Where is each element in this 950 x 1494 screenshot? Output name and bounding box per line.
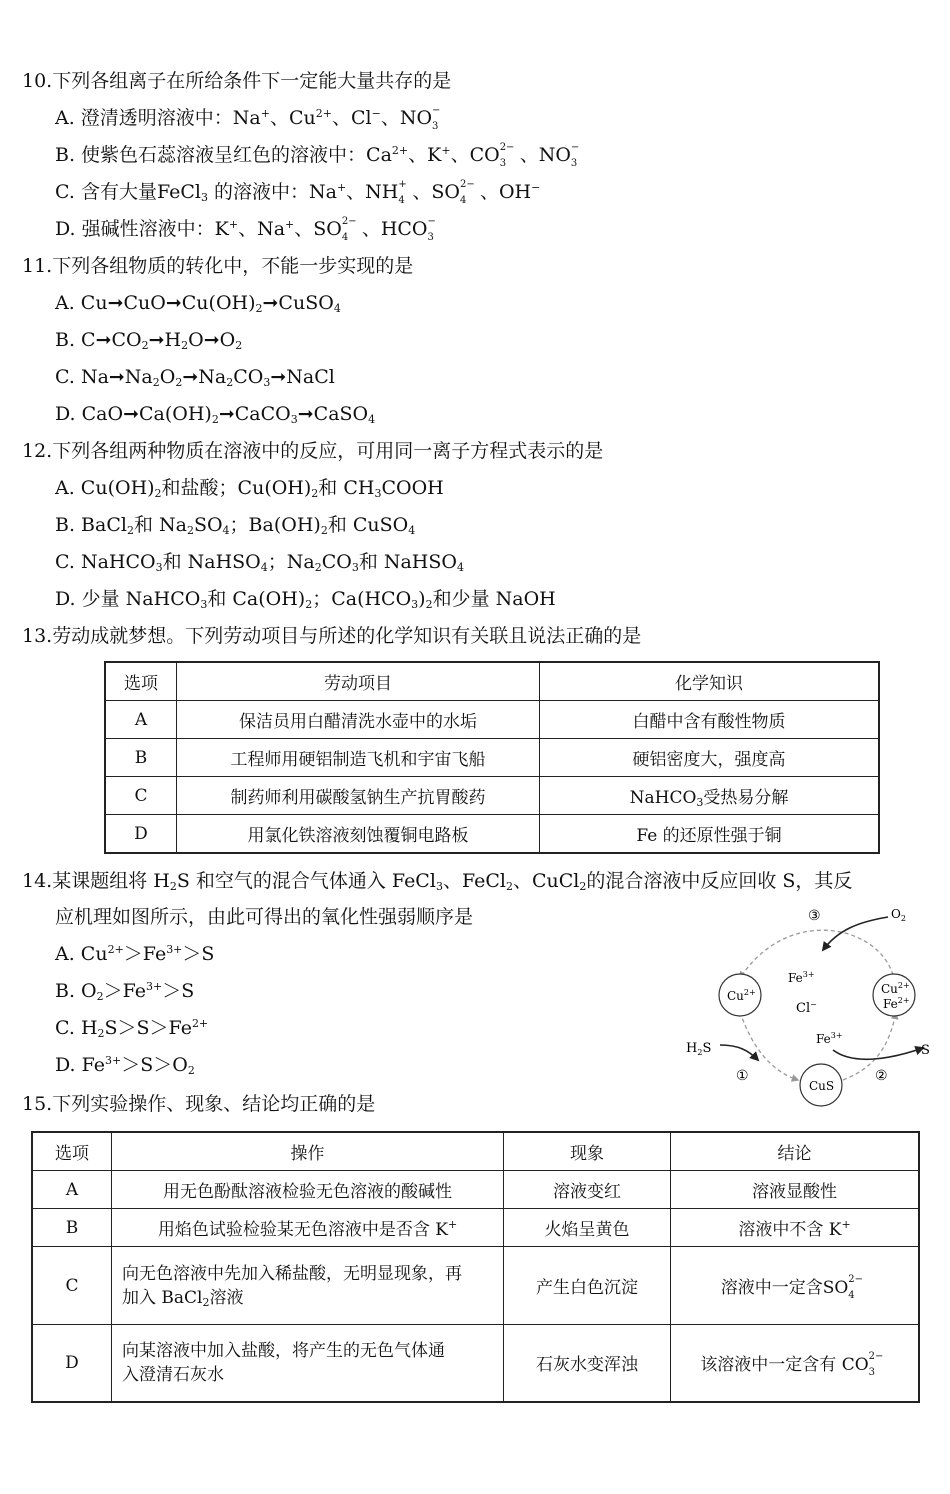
table-header-row bbox=[32, 1132, 919, 1171]
cell-option: C bbox=[32, 1247, 112, 1325]
q14-option-a: A. $Cu^{2+}>Fe^{3+}>S$ bbox=[55, 943, 215, 965]
cell-phenomenon: 火焰呈黄色 bbox=[504, 1209, 671, 1247]
cell-option: A bbox=[105, 701, 177, 739]
cell-phenomenon: 产生白色沉淀 bbox=[504, 1247, 671, 1325]
q12-option-a: A. $Cu(OH)_2$和盐酸；$Cu(OH)_2$和 $CH_3COOH$ bbox=[55, 477, 444, 500]
table-row bbox=[105, 777, 879, 815]
h2s-arrow bbox=[720, 1045, 758, 1060]
cu2-label: $Cu^{2+}$ bbox=[727, 988, 756, 1003]
cell-operation: 用焰色试验检验某无色溶液中是否含 K+ bbox=[112, 1209, 504, 1247]
q15-table bbox=[31, 1131, 920, 1403]
cell-phenomenon: 溶液变红 bbox=[504, 1171, 671, 1209]
q12-stem: 12.下列各组两种物质在溶液中的反应，可用同一离子方程式表示的是 bbox=[22, 440, 604, 462]
q11-option-b: B. $C➞CO_2➞H_2O➞O_2$ bbox=[55, 329, 243, 352]
fe3-mid-label: $Fe^{3+}$ bbox=[816, 1031, 843, 1046]
q11-stem: 11.下列各组物质的转化中，不能一步实现的是 bbox=[22, 255, 414, 277]
fe3-top-label: $Fe^{3+}$ bbox=[788, 970, 815, 985]
cell-option: C bbox=[105, 777, 177, 815]
cell-conclusion: 溶液中一定含SO 2− 4 bbox=[671, 1247, 920, 1325]
reaction-mechanism-diagram bbox=[678, 900, 940, 1115]
q10-option-d: D. 强碱性溶液中：K+、Na+、SO 2− 4 、HCO − 3 bbox=[55, 216, 436, 243]
cell-operation: 向无色溶液中先加入稀盐酸，无明显现象，再 加入 BaCl$_2$溶液 bbox=[112, 1247, 504, 1325]
h2s-label: $H_2S$ bbox=[686, 1041, 712, 1057]
cell-task: 保洁员用白醋清洗水壶中的水垢 bbox=[177, 701, 540, 739]
q11-option-a: A. $Cu➞CuO➞Cu(OH)_2➞CuSO_4$ bbox=[55, 292, 341, 315]
cl-label: Cl− bbox=[796, 1000, 817, 1016]
cell-conclusion: 该溶液中一定含有 CO 2− 3 bbox=[671, 1325, 920, 1402]
table-header-row bbox=[105, 662, 879, 701]
table-row bbox=[32, 1325, 919, 1402]
cell-task: 工程师用硬铝制造飞机和宇宙飞船 bbox=[177, 739, 540, 777]
header-operation: 操作 bbox=[112, 1132, 504, 1171]
step-3-label: ③ bbox=[808, 908, 821, 924]
q10-stem: 10.下列各组离子在所给条件下一定能大量共存的是 bbox=[22, 70, 452, 92]
q11-option-c: C. $Na➞Na_2O_2➞Na_2CO_3➞NaCl$ bbox=[55, 366, 335, 389]
cell-knowledge: 硬铝密度大，强度高 bbox=[540, 739, 880, 777]
q10-option-a: A. 澄清透明溶液中：Na+、$Cu^{2+}$、Cl−、NO − 3 bbox=[55, 105, 441, 132]
step-2-label: ② bbox=[875, 1068, 888, 1084]
step-1-label: ① bbox=[736, 1068, 749, 1084]
header-knowledge: 化学知识 bbox=[540, 662, 880, 701]
q14-option-b: B. $O_2>Fe^{3+}>S$ bbox=[55, 980, 195, 1003]
cell-operation: 用无色酚酞溶液检验无色溶液的酸碱性 bbox=[112, 1171, 504, 1209]
cycle-arrow-top bbox=[740, 930, 893, 978]
q11-option-d: D. $CaO➞Ca(OH)_2➞CaCO_3➞CaSO_4$ bbox=[55, 403, 376, 426]
table-row bbox=[105, 739, 879, 777]
cus-label: CuS bbox=[809, 1079, 835, 1093]
o2-label: $O_2$ bbox=[891, 907, 906, 923]
cell-operation: 向某溶液中加入盐酸，将产生的无色气体通 入澄清石灰水 bbox=[112, 1325, 504, 1402]
s-label: S bbox=[921, 1043, 930, 1058]
q14-option-d: D. $Fe^{3+}>S>O_2$ bbox=[55, 1054, 195, 1077]
cell-option: B bbox=[105, 739, 177, 777]
header-option: 选项 bbox=[32, 1132, 112, 1171]
cell-conclusion: 溶液中不含 K+ bbox=[671, 1209, 920, 1247]
table-row bbox=[32, 1171, 919, 1209]
q10-option-b: B. 使紫色石蕊溶液呈红色的溶液中：$Ca^{2+}$、K+、CO 2− 3 、NO − 3 bbox=[55, 142, 580, 169]
q13-table bbox=[104, 661, 880, 854]
header-conclusion: 结论 bbox=[671, 1132, 920, 1171]
cell-option: A bbox=[32, 1171, 112, 1209]
cell-option: D bbox=[32, 1325, 112, 1402]
o2-arrow bbox=[823, 917, 888, 950]
cell-phenomenon: 石灰水变浑浊 bbox=[504, 1325, 671, 1402]
cell-conclusion: 溶液显酸性 bbox=[671, 1171, 920, 1209]
cell-option: B bbox=[32, 1209, 112, 1247]
right-fe-label: $Fe^{2+}$ bbox=[883, 996, 910, 1011]
cell-option: D bbox=[105, 815, 177, 854]
cycle-arrow-left bbox=[740, 1012, 798, 1080]
q13-stem: 13.劳动成就梦想。下列劳动项目与所述的化学知识有关联且说法正确的是 bbox=[22, 625, 642, 647]
q14-option-c: C. $H_2S>S>Fe^{2+}$ bbox=[55, 1017, 209, 1040]
right-cu-label: $Cu^{2+}$ bbox=[881, 981, 910, 996]
table-row bbox=[32, 1247, 919, 1325]
q12-option-d: D. 少量 NaHCO$_3$和 $Ca(OH)_2$；$Ca(HCO_3)_2$和少量 NaOH bbox=[55, 588, 556, 611]
cycle-arrow-right bbox=[843, 1013, 896, 1080]
header-option: 选项 bbox=[105, 662, 177, 701]
cell-knowledge: Fe 的还原性强于铜 bbox=[540, 815, 880, 854]
table-row bbox=[105, 815, 879, 854]
cell-task: 用氯化铁溶液刻蚀覆铜电路板 bbox=[177, 815, 540, 854]
header-phenomenon: 现象 bbox=[504, 1132, 671, 1171]
q10-option-c: C. 含有大量FeCl$_3$ 的溶液中：Na+、NH + 4 、SO 2− 4 、OH− bbox=[55, 179, 541, 206]
q14-stem-line1: 14.某课题组将 $H_2S$ 和空气的混合气体通入 FeCl$_3$、FeCl$_2$、CuCl$_2$的混合溶液中反应回收 S，其反 bbox=[22, 870, 853, 893]
cell-knowledge: 白醋中含有酸性物质 bbox=[540, 701, 880, 739]
q12-option-c: C. NaHCO$_3$和 NaHSO$_4$；$Na_2CO_3$和 NaHSO$_4$ bbox=[55, 551, 464, 574]
q14-stem-line2: 应机理如图所示，由此可得出的氧化性强弱顺序是 bbox=[55, 906, 474, 928]
q15-stem: 15.下列实验操作、现象、结论均正确的是 bbox=[22, 1093, 376, 1115]
q12-option-b: B. BaCl$_2$和 $Na_2SO_4$；$Ba(OH)_2$和 CuSO$_4$ bbox=[55, 514, 416, 537]
header-task: 劳动项目 bbox=[177, 662, 540, 701]
s-arrow bbox=[833, 1048, 923, 1059]
cell-knowledge: NaHCO$_3$受热易分解 bbox=[540, 777, 880, 815]
table-row bbox=[105, 701, 879, 739]
cell-task: 制药师利用碳酸氢钠生产抗胃酸药 bbox=[177, 777, 540, 815]
table-row bbox=[32, 1209, 919, 1247]
